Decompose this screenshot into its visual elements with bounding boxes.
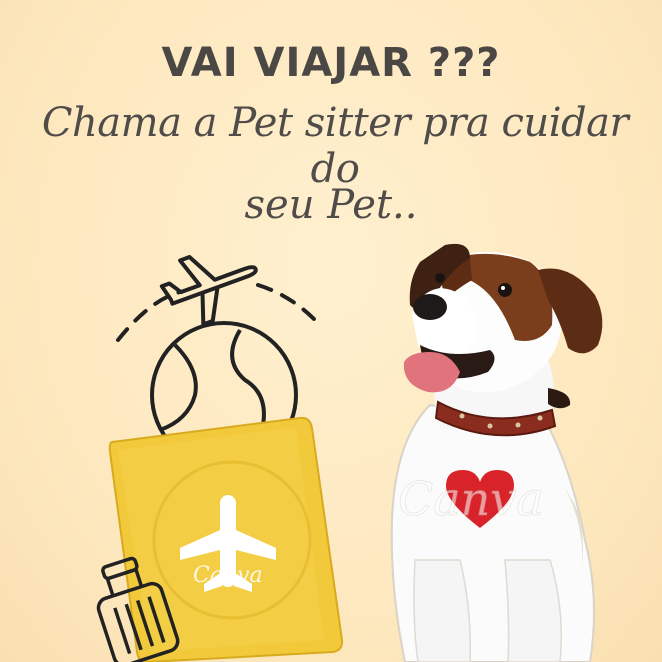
dog-watermark: Canva — [398, 472, 544, 526]
dog-nose — [413, 294, 447, 320]
dog-image — [392, 244, 603, 662]
dog-eye-left — [435, 273, 445, 283]
tagline-line-2: seu Pet.. — [244, 182, 418, 228]
airplane-icon — [156, 237, 268, 333]
passport-watermark: Canva — [193, 563, 263, 588]
tagline-line-1: Chama a Pet sitter pra cuidar do — [41, 100, 629, 192]
dog-eye-right — [498, 283, 512, 297]
headline: VAI VIAJAR ??? — [161, 40, 501, 86]
